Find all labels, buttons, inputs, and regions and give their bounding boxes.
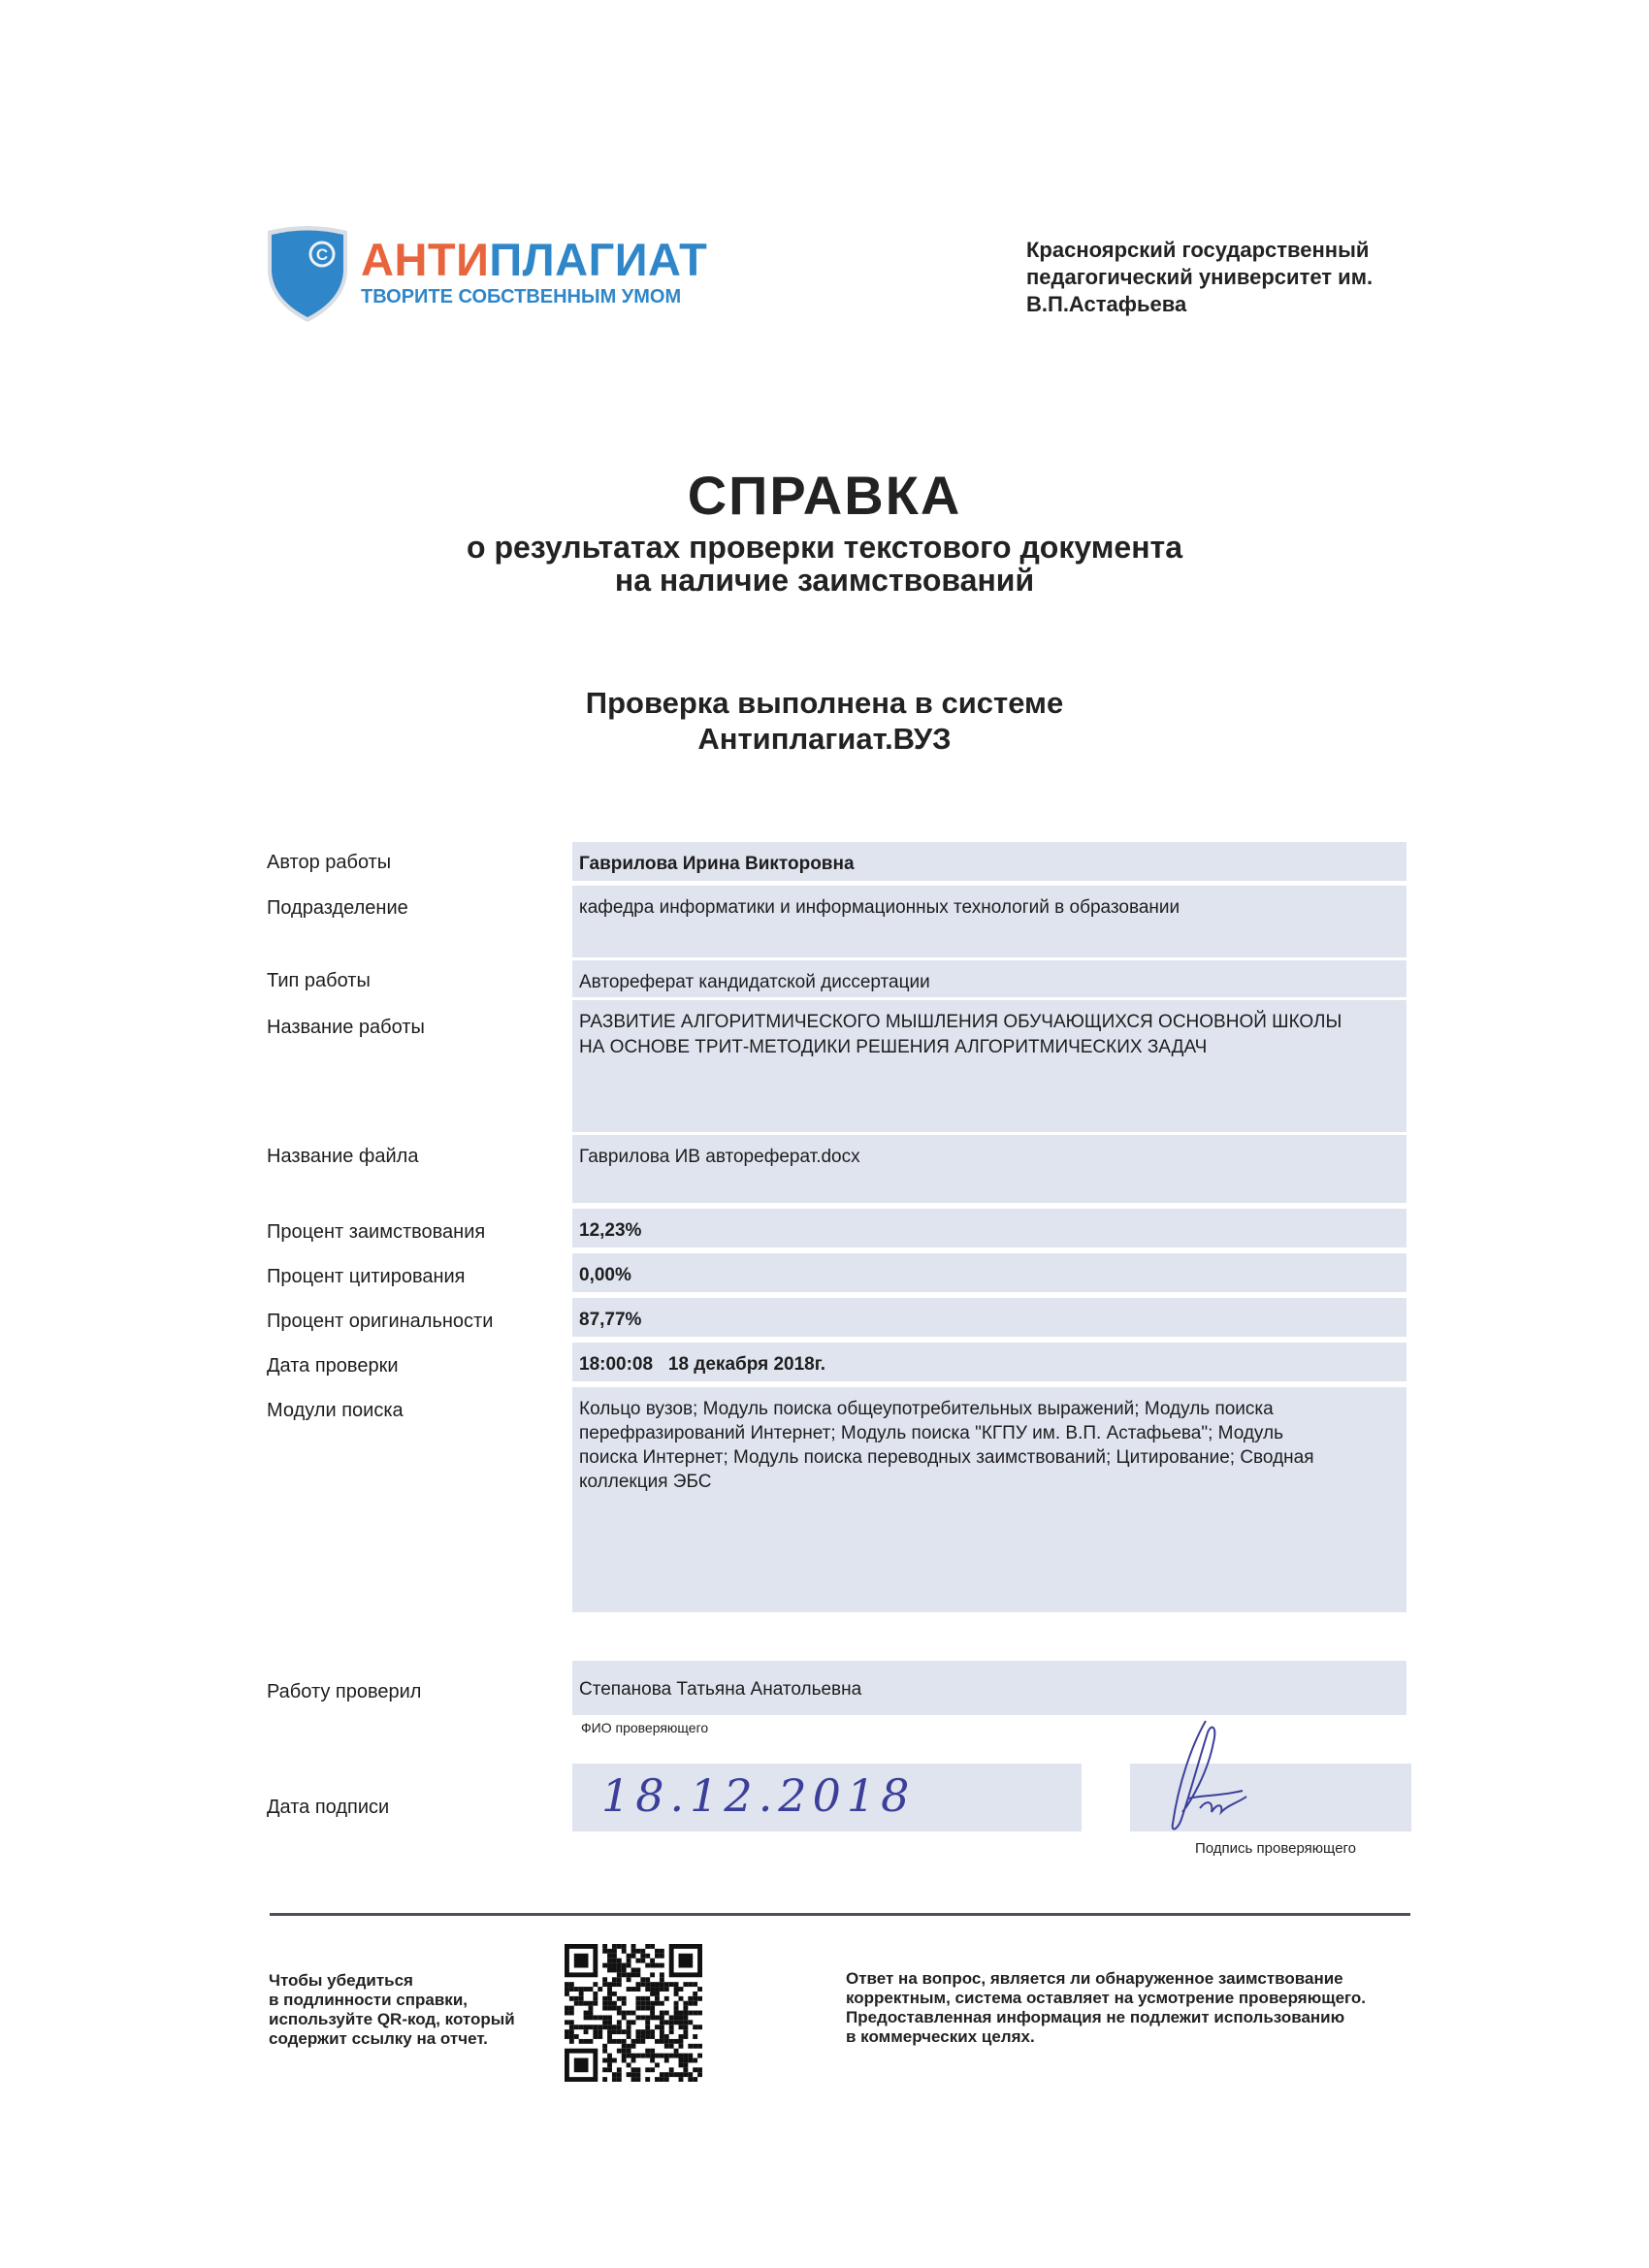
search-modules-field — [572, 1387, 1406, 1612]
author-label: Автор работы — [267, 852, 392, 873]
sign-date-label: Дата подписи — [267, 1797, 390, 1818]
search-modules-line: перефразирований Интернет; Модуль поиска "КГПУ им. В.П. Астафьева"; Модуль — [579, 1423, 1283, 1443]
work-title-field — [572, 1000, 1406, 1132]
qr-caption-line: в подлинности справки, — [269, 1991, 468, 2009]
checker-caption: ФИО проверяющего — [581, 1720, 709, 1735]
qr-caption-line: Чтобы убедиться — [269, 1971, 413, 1990]
check-date-label: Дата проверки — [267, 1355, 399, 1377]
work-title-line: НА ОСНОВЕ ТРИТ-МЕТОДИКИ РЕШЕНИЯ АЛГОРИТМИЧЕСКИХ ЗАДАЧ — [579, 1037, 1208, 1057]
work-type-label: Тип работы — [267, 970, 371, 991]
university-line: Красноярский государственный — [1026, 238, 1370, 262]
antiplagiat-logo — [264, 221, 708, 328]
checked-by-label: Работу проверил — [267, 1681, 422, 1702]
disclaimer — [846, 1969, 1366, 2047]
system-name: Антиплагиат.ВУЗ — [697, 722, 952, 756]
logo-title-part1: АНТИ — [361, 234, 490, 285]
search-modules-label: Модули поиска — [267, 1400, 404, 1421]
qr-caption-line: используйте QR-код, который — [269, 2010, 515, 2028]
document-title: СПРАВКА — [687, 465, 962, 526]
work-title-label: Название работы — [267, 1017, 425, 1038]
qr-caption — [269, 1971, 515, 2049]
search-modules-line: Кольцо вузов; Модуль поиска общеупотребительных выражений; Модуль поиска — [579, 1399, 1274, 1419]
file-name-label: Название файла — [267, 1146, 419, 1167]
author-value: Гаврилова Ирина Викторовна — [579, 854, 855, 874]
search-modules-line: поиска Интернет; Модуль поиска переводных заимствований; Цитирование; Сводная — [579, 1447, 1314, 1468]
search-modules-value — [579, 1397, 1395, 1494]
footer-divider — [270, 1913, 1410, 1916]
disclaimer-line: Ответ на вопрос, является ли обнаруженное заимствование — [846, 1969, 1343, 1988]
search-modules-line: коллекция ЭБС — [579, 1472, 712, 1492]
file-name-value: Гаврилова ИВ автореферат.docx — [579, 1147, 860, 1167]
handwritten-sign-date: 18.12.2018 — [601, 1769, 916, 1822]
university-name — [1026, 237, 1414, 318]
department-label: Подразделение — [267, 897, 408, 919]
borrowing-percent-field — [572, 1209, 1406, 1247]
work-type-field — [572, 960, 1406, 997]
subtitle-line: на наличие заимствований — [614, 563, 1035, 598]
originality-percent-value: 87,77% — [579, 1310, 642, 1330]
university-line: педагогический университет им. — [1026, 265, 1374, 289]
check-date-field — [572, 1343, 1406, 1381]
qr-caption-line: содержит ссылку на отчет. — [269, 2029, 488, 2048]
logo-title-part2: ПЛАГИАТ — [489, 234, 708, 285]
file-name-field — [572, 1135, 1406, 1203]
subtitle-line: о результатах проверки текстового документа — [467, 530, 1182, 565]
qr-code-icon[interactable] — [565, 1944, 702, 2082]
checker-name-value: Степанова Татьяна Анатольевна — [579, 1679, 862, 1700]
university-line: В.П.Астафьева — [1026, 292, 1187, 316]
borrowing-percent-value: 12,23% — [579, 1220, 642, 1241]
signature-caption: Подпись проверяющего — [1195, 1840, 1357, 1857]
svg-text:C: C — [315, 245, 329, 264]
document-subtitle — [0, 531, 1649, 597]
originality-percent-label: Процент оригинальности — [267, 1311, 494, 1332]
logo-slogan: ТВОРИТЕ СОБСТВЕННЫМ УМОМ — [361, 286, 682, 308]
sign-date-field — [572, 1764, 1082, 1831]
check-date-value: 18:00:08 18 декабря 2018г. — [579, 1354, 826, 1375]
disclaimer-line: корректным, система оставляет на усмотрение проверяющего. — [846, 1989, 1366, 2007]
department-value: кафедра информатики и информационных технологий в образовании — [579, 897, 1180, 918]
author-field — [572, 842, 1406, 881]
checker-name-field — [572, 1661, 1406, 1715]
citation-percent-label: Процент цитирования — [267, 1266, 466, 1287]
citation-percent-field — [572, 1253, 1406, 1292]
department-field — [572, 886, 1406, 957]
disclaimer-line: Предоставленная информация не подлежит использованию — [846, 2008, 1345, 2026]
citation-percent-value: 0,00% — [579, 1265, 631, 1285]
disclaimer-line: в коммерческих целях. — [846, 2027, 1035, 2046]
system-line: Проверка выполнена в системе — [585, 686, 1064, 720]
copyright-shield-icon — [264, 223, 351, 324]
work-type-value: Автореферат кандидатской диссертации — [579, 972, 930, 992]
signature-box — [1130, 1764, 1411, 1831]
originality-percent-field — [572, 1298, 1406, 1337]
work-title-value — [579, 1010, 1395, 1060]
system-info — [0, 685, 1649, 757]
work-title-line: РАЗВИТИЕ АЛГОРИТМИЧЕСКОГО МЫШЛЕНИЯ ОБУЧАЮЩИХСЯ ОСНОВНОЙ ШКОЛЫ — [579, 1012, 1342, 1032]
signature-icon — [1149, 1715, 1266, 1836]
borrowing-percent-label: Процент заимствования — [267, 1221, 486, 1243]
logo-title — [361, 233, 707, 286]
